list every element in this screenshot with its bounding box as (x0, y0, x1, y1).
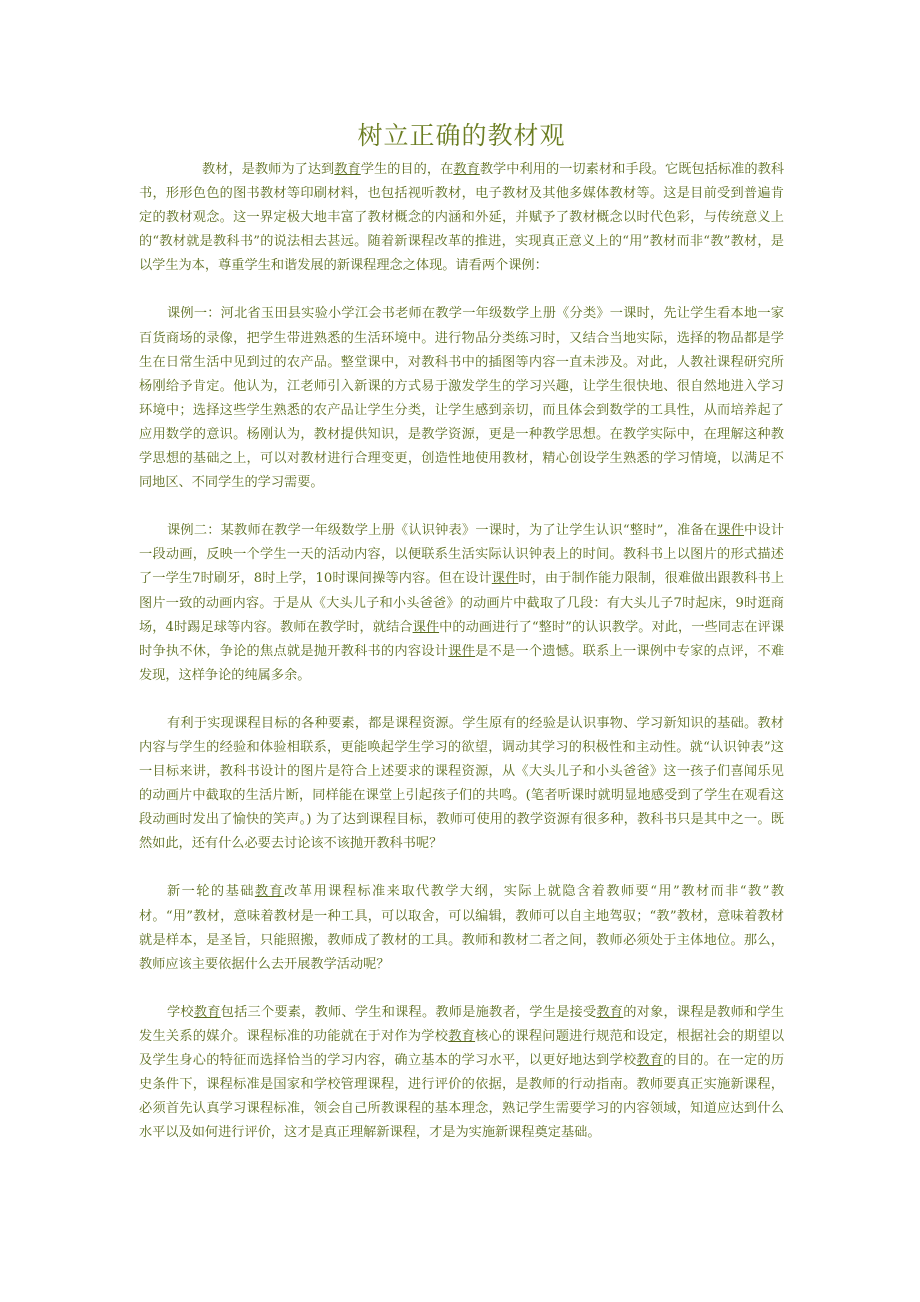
paragraph-gap (139, 977, 784, 1001)
paragraph-text: 学生的目的，在 (360, 162, 454, 177)
paragraph-text: 中设计一段动画，反映一个学生一天的活动内容，以便联系生活实际认识钟表上的时间。教科书上以图片的形式描述了一学生7时刷牙，8时上学，10时课间操等内容。但在设计 (139, 523, 785, 587)
document-body (139, 158, 784, 1145)
paragraph-text: 有利于实现课程目标的各种要素，都是课程资源。学生原有的经验是认识事物、学习新知识的基础。教材内容与学生的经验和体验相联系，更能唤起学生学习的欲望，调动其学习的积极性和主动性。就“认识钟表”这一目标来讲，教科书设计的图片是符合上述要求的课程资源，从《大头儿子和小头爸爸》这一孩子们喜闻乐见的动画片中截取的生活片断，同样能在课堂上引起孩子们的共鸣。(笔者听课时就明显地感受到了学生在观看这段动画时发出了愉快的笑声。) 为了达到课程目标，教师可使用的教学资源有很多种，教科书只是其中之一。既然如此，还有什么必要去讨论该不该抛开教科书呢？ (139, 715, 784, 852)
keyword-link[interactable]: 课件 (412, 619, 440, 635)
paragraph-6 (139, 1001, 784, 1146)
keyword-link[interactable]: 教育 (193, 1004, 221, 1020)
keyword-link[interactable]: 教育 (254, 884, 285, 900)
paragraph-text: 是不是一个遗憾。联系上一课例中专家的点评，不难发现，这样争论的纯属多余。 (139, 643, 785, 683)
paragraph-text: 时，由于制作能力限制，很难做出跟教科书上图片一致的动画内容。于是从《大头儿子和小头爸爸》的动画片中截取了几段：有大头儿子7时起床，9时逛商场，4时踢足球等内容。教师在教学时，就结合 (139, 571, 785, 635)
paragraph-text: 课例二：某教师在教学一年级数学上册《认识钟表》一课时，为了让学生认识“整时”，准备在 (167, 523, 718, 539)
paragraph-text: 课例一：河北省玉田县实验小学江会书老师在教学一年级数学上册《分类》一课时，先让学生看本地一家百货商场的录像，把学生带进熟悉的生活环境中。进行物品分类练习时，又结合当地实际，选择的物品都是学生在日常生活中见到过的农产品。整堂课中，对教科书中的插图等内容一直未涉及。对此，人教社课程研究所杨刚给予肯定。他认为，江老师引入新课的方式易于激发学生的学习兴趣，让学生很快地、很自然地进入学习环境中；选择这些学生熟悉的农产品让学生分类，让学生感到亲切，而且体会到数学的工具性，从而培养起了应用数学的意识。杨刚认为，教材提供知识，是教学资源，更是一种教学思想。在教学实际中，在理解这种教学思想的基础之上，可以对教材进行合理变更，创造性地使用教材，精心创设学生熟悉的学习情境，以满足不同地区、不同学生的学习需要。 (139, 306, 784, 491)
paragraph-text: 教材，是教师为了达到 (202, 162, 335, 177)
paragraph-gap (139, 688, 784, 712)
paragraph-text: 中的动画进行了“整时”的认识教学。对此，一些同志在评课时争执不休，争论的焦点就是抛开教科书的内容设计 (139, 619, 785, 659)
paragraph-text: 核心的课程问题进行规范和设定，根据社会的期望以及学生身心的特征而选择恰当的学习内容，确立基本的学习水平，以更好地达到学校 (139, 1028, 785, 1068)
paragraph-text: 新一轮的基础 (167, 884, 255, 900)
paragraph-gap (139, 856, 784, 880)
paragraph-gap (139, 495, 784, 519)
keyword-link[interactable]: 课件 (717, 523, 745, 539)
keyword-link[interactable]: 教育 (636, 1053, 664, 1068)
paragraph-text: 的目的。在一定的历史条件下，课程标准是国家和学校管理课程，进行评价的依据，是教师的行动指南。教师要真正实施新课程，必须首先认真学习课程标准，领会自己所教课程的基本理念，熟记学生需要学习的内容领域，知道应达到什么水平以及如何进行评价，这才是真正理解新课程，才是为实施新课程奠定基础。 (139, 1053, 785, 1141)
paragraph-1 (139, 158, 784, 278)
document-page (139, 0, 784, 1145)
keyword-link[interactable]: 教育 (334, 162, 361, 177)
paragraph-2 (139, 302, 784, 495)
paragraph-4 (139, 712, 784, 857)
paragraph-text: 学校 (167, 1004, 194, 1020)
keyword-link[interactable]: 教育 (448, 1028, 476, 1044)
paragraph-3 (139, 519, 784, 688)
keyword-link[interactable]: 课件 (448, 643, 476, 659)
paragraph-gap (139, 278, 784, 302)
keyword-link[interactable]: 教育 (453, 162, 480, 177)
paragraph-5 (139, 880, 784, 976)
paragraph-text: 包括三个要素，教师、学生和课程。教师是施教者，学生是接受 (220, 1004, 597, 1020)
keyword-link[interactable]: 课件 (491, 571, 519, 587)
keyword-link[interactable]: 教育 (596, 1004, 624, 1020)
document-title: 树立正确的教材观 (357, 121, 566, 150)
paragraph-text: 教学中利用的一切素材和手段。它既包括标准的教科书，形形色色的图书教材等印刷材料，也包括视听教材，电子教材及其他多媒体教材等。这是目前受到普遍肯定的教材观念。这一界定极大地丰富了教材概念的内涵和外延，并赋予了教材概念以时代色彩，与传统意义上的“教材就是教科书”的说法相去甚远。随着新课程改革的推进，实现真正意义上的“用”教材而非“教”教材，是以学生为本，尊重学生和谐发展的新课程理念之体现。请看两个课例： (139, 162, 785, 274)
paragraph-text: 改革用课程标准来取代教学大纲，实际上就隐含着教师要“用”教材而非“教”教材。“用”教材，意味着教材是一种工具，可以取舍，可以编辑，教师可以自主地驾驭；“教”教材，意味着教材就是样本，是圣旨，只能照搬，教师成了教材的工具。教师和教材二者之间，教师必须处于主体地位。那么，教师应该主要依据什么去开展教学活动呢？ (139, 884, 785, 972)
paragraph-text: 的对象，课程是教师和学生发生关系的媒介。课程标准的功能就在于对作为学校 (139, 1004, 785, 1044)
